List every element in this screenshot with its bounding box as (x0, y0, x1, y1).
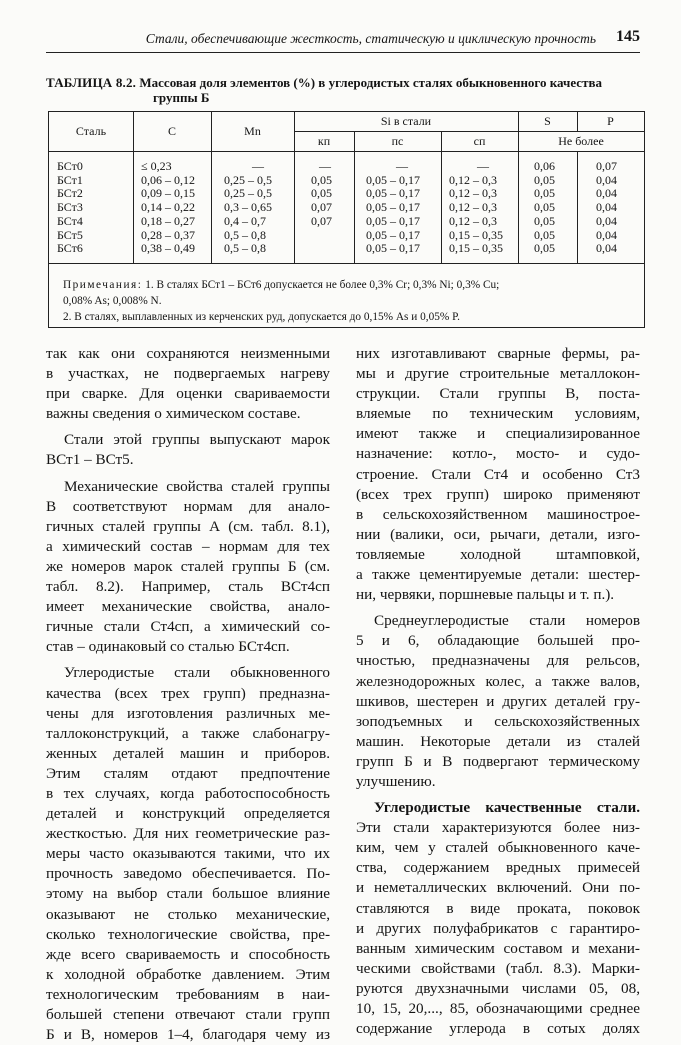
section-heading: Углеродистые качественные стали. (374, 799, 640, 817)
text-line: Углеродистые стали обыкновенного (64, 664, 330, 682)
table-cell: 0,06 – 0,12 (141, 172, 195, 187)
text-line: в тех случаях, когда работоспособность (46, 784, 330, 802)
table-cell: — (319, 159, 331, 173)
text-line: технологическим требованиям в наи- (46, 985, 330, 1003)
table-cell: 0,4 – 0,7 (224, 213, 266, 228)
note-1-cont: 0,08% As; 0,008% N. (63, 295, 162, 307)
paragraph (46, 344, 330, 424)
header-s: S (544, 114, 551, 128)
text-line: таллоконструкций, а также слабонагру- (46, 724, 330, 742)
header-c: C (167, 124, 176, 138)
table-caption-lead: ТАБЛИЦА 8.2. (46, 75, 137, 90)
table-cell: 0,05 – 0,17 (366, 227, 420, 242)
table-notes (63, 277, 633, 325)
table-cell: 0,04 (596, 172, 617, 187)
col-s (534, 160, 555, 256)
table-cell: ≤ 0,23 (141, 159, 172, 173)
text-line: руются двухзначными числами 05, 08, (356, 979, 640, 997)
text-line: ванным химическим составом и механи- (356, 939, 640, 957)
text-line: строение. Стали Ст4 и особенно Ст3 (356, 465, 640, 483)
notes-label: Примечания: (63, 279, 143, 291)
text-line: Среднеуглеродистые стали номеров (374, 612, 640, 630)
text-line: нии (валики, оси, рычаги, детали, изго- (356, 525, 640, 543)
table-cell: 0,07 (596, 159, 617, 173)
text-line: и других полуфабрикатов с гарантиро- (356, 919, 640, 937)
table-cell: 0,05 – 0,17 (366, 186, 420, 201)
text-line: групп Б и В подвергают термическому (356, 752, 640, 770)
table-cell: 0,25 – 0,5 (224, 172, 272, 187)
table-rule (577, 151, 578, 263)
col-p (596, 160, 617, 256)
table-cell: 0,14 – 0,22 (141, 200, 195, 215)
table-cell: 0,05 (534, 213, 555, 228)
col-kp (311, 160, 332, 256)
header-p: P (607, 114, 614, 128)
text-line: чностью, предназначены для рельсов, (356, 652, 640, 670)
text-line: ВСт1 – ВСт5. (46, 451, 134, 469)
text-line: шкивов, шестерен и других деталей гру- (356, 692, 640, 710)
table-cell: 0,05 (534, 186, 555, 201)
text-line: В соответствуют нормам для анало- (46, 497, 330, 515)
table-cell: 0,07 (311, 213, 332, 228)
header-sp: сп (473, 134, 486, 148)
header-mn: Mn (244, 124, 261, 138)
table-cell: БСт0 (57, 159, 83, 173)
text-line: струкции. Стали группы В, поста- (356, 385, 640, 403)
header-si: Si в стали (380, 114, 432, 128)
table-caption-title-cont: группы Б (153, 90, 210, 105)
table-cell: 0,28 – 0,37 (141, 227, 195, 242)
text-line: этому на выбор стали большое влияние (46, 885, 330, 903)
table-cell: — (477, 159, 489, 173)
text-line: чены для изготовления различных ме- (46, 704, 330, 722)
table-cell: 0,05 – 0,17 (366, 172, 420, 187)
text-line: сколько технологические свойства, пре- (46, 925, 330, 943)
table-cell: БСт1 (57, 172, 83, 187)
text-line: став – одинаковый со сталью БСт4сп. (46, 638, 290, 656)
running-title: Стали, обеспечивающие жесткость, статическую и циклическую прочность (145, 31, 596, 46)
text-line: Эти стали характеризуются более низ- (356, 819, 640, 837)
table-cell: 0,06 (534, 159, 555, 173)
text-line: ства, содержанием вредных примесей (356, 859, 640, 877)
text-line: железнодорожных колес, а также валов, (356, 672, 640, 690)
table-cell: 0,04 (596, 200, 617, 215)
text-line: важны сведения о химическом составе. (46, 405, 301, 423)
text-line: так как они сохраняются неизменными (46, 345, 330, 362)
table-cell: БСт6 (57, 241, 83, 256)
text-line: а также цементируемые детали: шестер- (356, 566, 640, 584)
composition-table (48, 111, 645, 328)
text-line: содержание углерода в сотых долях (356, 1020, 640, 1038)
paragraph (356, 611, 640, 792)
table-cell: 0,05 (534, 241, 555, 256)
table-cell: 0,04 (596, 213, 617, 228)
table-cell: — (396, 159, 408, 173)
text-line: же номеров марок сталей группы Б (см. (46, 557, 330, 575)
text-line: в участках, не подвергаемых нагреву (46, 365, 330, 383)
table-cell: 0,05 (534, 227, 555, 242)
paragraph (46, 477, 330, 658)
table-cell: БСт3 (57, 200, 83, 215)
text-line: качества (всех трех групп) предназна- (46, 684, 330, 702)
text-line: ческими свойствами (табл. 8.3). Марки- (356, 959, 640, 977)
table-cell: 0,15 – 0,35 (449, 227, 503, 242)
text-line: женных деталей машин и приборов. (46, 744, 330, 762)
table-cell: 0,18 – 0,27 (141, 213, 195, 228)
text-line: мы и другие строительные металлокон- (356, 365, 640, 383)
text-line: в сельскохозяйственном машинострое- (356, 505, 640, 523)
text-line: Этим сталям отдают предпочтение (46, 764, 330, 782)
table-cell: 0,05 – 0,17 (366, 200, 420, 215)
text-line: а химический состав – нормам для тех (46, 537, 330, 555)
text-line: Б и В, номеров 1–4, благодаря чему из (46, 1026, 330, 1044)
table-rule (49, 263, 644, 264)
table-cell: 0,04 (596, 241, 617, 256)
note-1 (63, 277, 633, 293)
text-line: и неметаллических включений. Они по- (356, 879, 640, 897)
text-line: имеет механические свойства, анало- (46, 598, 330, 616)
paragraph (46, 430, 330, 470)
table-cell: 0,05 (311, 186, 332, 201)
right-column (356, 344, 640, 1039)
page-number: 145 (616, 28, 640, 45)
col-mn (224, 160, 272, 256)
table-cell: — (252, 159, 264, 173)
table-caption-title: Массовая доля элементов (%) в углеродистых сталях обыкновенного качества (139, 75, 602, 90)
text-line: жде всего свариваемость и способность (46, 945, 330, 963)
table-rule (441, 132, 442, 263)
table-cell: 0,5 – 0,8 (224, 241, 266, 256)
table-cell: 0,05 (534, 172, 555, 187)
table-cell: БСт2 (57, 186, 83, 201)
table-rule (354, 132, 355, 263)
text-line: назначение: котло-, мосто- и судо- (356, 445, 640, 463)
text-line: Стали этой группы выпускают марок (64, 431, 330, 449)
col-steel (57, 160, 83, 256)
note-2: 2. В сталях, выплавленных из керченских руд, допускается до 0,15% As и 0,05% P. (63, 311, 461, 323)
table-cell: БСт4 (57, 213, 83, 228)
text-line: к холодной обработке давлением. Этим (46, 965, 330, 983)
text-line: большей степени отвечают стали групп (46, 1006, 330, 1023)
paragraph (356, 798, 640, 1039)
note-1-text: 1. В сталях БСт1 – БСт6 допускается не более 0,3% Cr; 0,3% Ni; 0,3% Cu; (145, 279, 500, 291)
table-cell: БСт5 (57, 227, 83, 242)
text-line: имеют также и специализированное (356, 425, 640, 443)
table-cell: 0,5 – 0,8 (224, 227, 266, 242)
text-line: машин. Некоторые детали из сталей (356, 732, 640, 750)
table-rule (49, 151, 644, 152)
text-line: зоподъемных и сельскохозяйственных (356, 712, 640, 730)
table-cell: 0,09 – 0,15 (141, 186, 195, 201)
text-line: ни, червяки, поршневые пальцы и т. п.). (356, 586, 615, 604)
text-line: деталей и конструкций определяется (46, 805, 330, 823)
table-cell: 0,3 – 0,65 (224, 200, 272, 215)
text-line: Механические свойства сталей группы (64, 477, 330, 495)
table-cell: 0,38 – 0,49 (141, 241, 195, 256)
col-ps (366, 160, 420, 256)
table-cell: 0,12 – 0,3 (449, 186, 497, 201)
text-line: гичных сталей группы А (см. табл. 8.1), (46, 517, 330, 535)
table-caption (46, 75, 646, 105)
header-ps: пс (391, 134, 404, 148)
header-max: Не более (558, 134, 604, 148)
table-cell: 0,12 – 0,3 (449, 172, 497, 187)
text-line: жесткостью. Для них геометрические раз- (46, 825, 330, 843)
text-line: меры часто оказываются такими, что их (46, 845, 330, 863)
text-line: (всех трех групп) широко применяют (356, 485, 640, 503)
col-sp (449, 160, 503, 256)
left-column (46, 344, 330, 1045)
text-line: улучшению. (356, 772, 436, 790)
text-line: гичные стали Ст4сп, а химический со- (46, 618, 330, 636)
table-rule (294, 131, 644, 132)
page-header (46, 28, 640, 53)
text-line: них изготавливают сварные фермы, ра- (356, 345, 640, 362)
paragraph (46, 663, 330, 1045)
table-cell: 0,07 (311, 200, 332, 215)
table-cell: 0,12 – 0,3 (449, 213, 497, 228)
table-cell: 0,12 – 0,3 (449, 200, 497, 215)
table-cell: 0,04 (596, 186, 617, 201)
text-line: при сварке. Для оценки свариваемости (46, 385, 330, 403)
col-c (141, 160, 195, 256)
table-cell: 0,05 (311, 172, 332, 187)
text-line: вляемые по техническим условиям, (356, 405, 640, 423)
table-cell: 0,05 – 0,17 (366, 213, 420, 228)
table-cell: 0,15 – 0,35 (449, 241, 503, 256)
text-line: прочность заведомо обеспечивается. По- (46, 865, 330, 883)
text-line: 5 и 6, обладающие большей про- (356, 632, 640, 650)
text-line: 10, 15, 20,..., 85, обозначающими среднее (356, 1000, 640, 1017)
text-line: ставляются в виде проката, поковок (356, 899, 640, 917)
table-cell: 0,05 (534, 200, 555, 215)
paragraph (356, 344, 640, 605)
table-cell: 0,05 – 0,17 (366, 241, 420, 256)
table-cell: 0,04 (596, 227, 617, 242)
text-line: табл. 8.2). Например, сталь ВСт4сп (46, 578, 330, 596)
header-kp: кп (317, 134, 331, 148)
text-line: оказывают не столько механические, (46, 905, 330, 923)
text-line: товляемые холодной штамповкой, (356, 545, 640, 563)
text-line: ким, чем у сталей обыкновенного каче- (356, 839, 640, 857)
table-cell: 0,25 – 0,5 (224, 186, 272, 201)
header-steel: Сталь (75, 124, 107, 138)
